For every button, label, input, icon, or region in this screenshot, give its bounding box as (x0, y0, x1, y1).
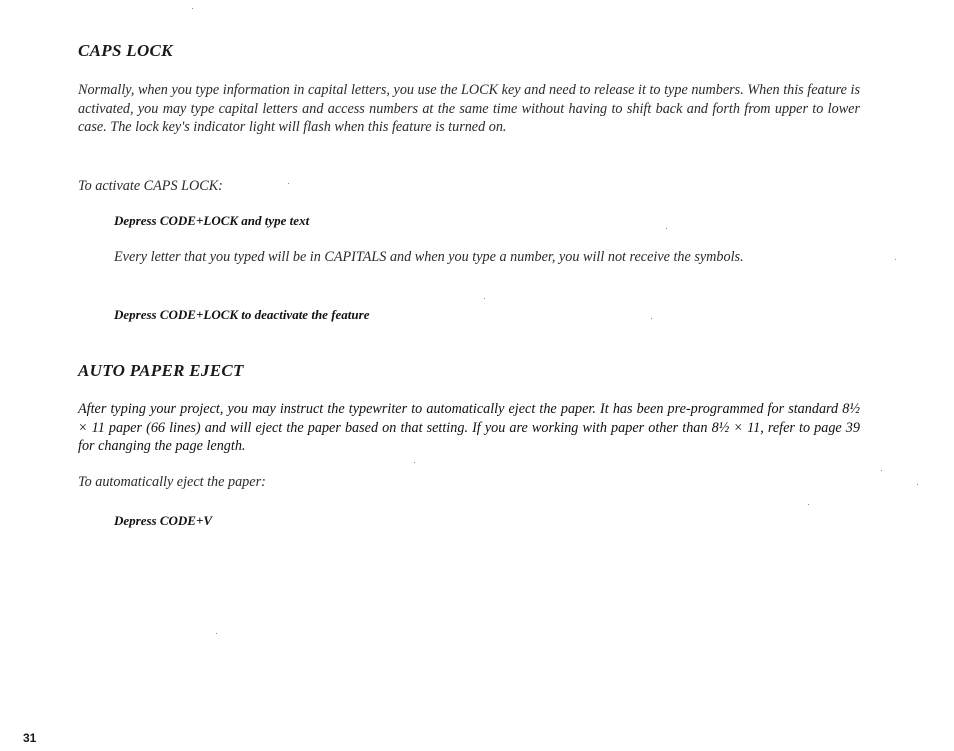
scan-speck (651, 318, 652, 319)
auto-paper-eject-intro: After typing your project, you may instruct the typewriter to automatically eject the paper. It has been pre-programmed for standard 8½ × 11 paper (66 lines) and will eject the paper based on that setting. If you are working with paper other than 8½ × 11, refer to page 39 for changing the page length. (78, 401, 860, 454)
caps-lock-step-note: Every letter that you typed will be in CAPITALS and when you type a number, you will not receive the symbols. (114, 249, 744, 265)
caps-lock-heading: CAPS LOCK (78, 41, 173, 60)
caps-lock-intro: Normally, when you type information in capital letters, you use the LOCK key and need to release it to type numbers. When this feature is activated, you may type capital letters and access numbers at the same time without having to shift back and forth from upper to lower case. The lock key's indicator light will flash when this feature is turned on. (78, 82, 860, 135)
scan-speck (414, 462, 415, 463)
scan-speck (881, 470, 882, 471)
auto-paper-eject-step: Depress CODE+V (114, 513, 213, 528)
auto-paper-eject-heading: AUTO PAPER EJECT (78, 361, 244, 380)
scan-speck (666, 228, 667, 229)
scan-speck (216, 633, 217, 634)
scan-speck (808, 504, 809, 505)
scan-speck (288, 183, 289, 184)
scan-speck (484, 298, 485, 299)
scan-speck (917, 484, 918, 485)
page-number: 31 (23, 731, 37, 745)
auto-paper-eject-lead: To automatically eject the paper: (78, 474, 266, 490)
caps-lock-activate-lead: To activate CAPS LOCK: (78, 178, 223, 194)
caps-lock-step-activate: Depress CODE+LOCK and type text (114, 213, 310, 228)
scan-speck (895, 259, 896, 260)
scan-speck (192, 8, 193, 9)
caps-lock-step-deactivate: Depress CODE+LOCK to deactivate the feature (114, 307, 370, 322)
